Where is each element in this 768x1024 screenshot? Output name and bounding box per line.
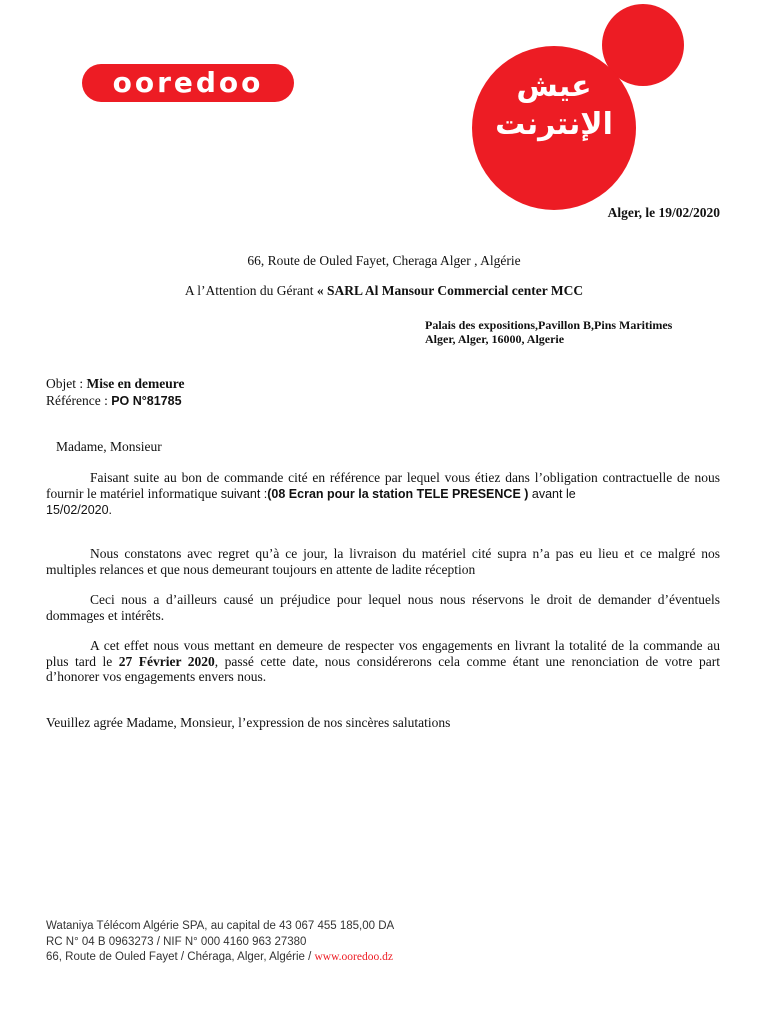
letter-date: Alger, le 19/02/2020 bbox=[607, 205, 720, 220]
attention-company: « SARL Al Mansour Commercial center MCC bbox=[316, 283, 584, 298]
closing-line: Veuillez agrée Madame, Monsieur, l’expression de nos sincères salutations bbox=[46, 715, 451, 730]
subject-line bbox=[46, 376, 184, 392]
paragraph-2 bbox=[46, 546, 720, 577]
company-footer bbox=[46, 919, 394, 966]
paragraph-4 bbox=[46, 638, 720, 685]
salutation: Madame, Monsieur bbox=[56, 439, 162, 454]
recipient-line-1: Palais des expositions,Pavillon B,Pins Maritimes bbox=[425, 318, 673, 332]
reference-value: PO N°81785 bbox=[111, 394, 182, 408]
subject-label: Objet : bbox=[46, 376, 87, 391]
paragraph-1-text: Faisant suite au bon de commande cité en référence par lequel vous étiez dans l’obligation contractuelle de nous fournir le matériel informatique bbox=[46, 470, 720, 501]
footer-line-3 bbox=[46, 950, 394, 966]
footer-line-1: Wataniya Télécom Algérie SPA, au capital de 43 067 455 185,00 DA bbox=[46, 920, 395, 932]
paragraph-2-text: Nous constatons avec regret qu’à ce jour, la livraison du matériel cité supra n’a pas eu lieu et ce malgré nos multiples relances et que nous demeurant toujours en attente de ladite réception bbox=[46, 546, 720, 577]
footer-line-2: RC N° 04 B 0963273 / NIF N° 000 4160 963 27380 bbox=[46, 935, 307, 948]
arabic-tagline bbox=[472, 68, 636, 144]
recipient-address bbox=[425, 318, 672, 346]
reference-line bbox=[46, 393, 182, 409]
attention-line bbox=[0, 283, 768, 299]
paragraph-3 bbox=[46, 592, 720, 623]
ooredoo-logo bbox=[82, 64, 294, 102]
attention-prefix: A l’Attention du Gérant bbox=[184, 283, 317, 298]
paragraph-4-text-end: , passé cette date, nous considérerons cela comme étant une renonciation de votre part d’honorer vos engagements envers nous. bbox=[46, 653, 720, 684]
paragraph-1 bbox=[46, 470, 720, 519]
tagline-line-2: الإنترنت bbox=[495, 107, 613, 142]
subject-value: Mise en demeure bbox=[86, 376, 185, 391]
tagline-line-1: عيش bbox=[516, 69, 592, 104]
footer-address: 66, Route de Ouled Fayet / Chéraga, Alger, Algérie / bbox=[46, 951, 315, 963]
logo-text: ooredoo bbox=[112, 66, 264, 99]
paragraph-1-suivant: suivant : bbox=[220, 486, 268, 501]
recipient-line-2: Alger, Alger, 16000, Algerie bbox=[425, 332, 565, 346]
paragraph-4-text: A cet effet nous vous mettant en demeure de respecter vos engagements en livrant la totalité de la commande au plus tard le bbox=[46, 638, 720, 669]
reference-label: Référence : bbox=[46, 393, 112, 408]
footer-website-link[interactable]: www.ooredoo.dz bbox=[314, 951, 393, 963]
paragraph-1-item: (08 Ecran pour la station TELE PRESENCE ) bbox=[267, 486, 529, 501]
paragraph-1-avant: avant le bbox=[528, 486, 576, 501]
paragraph-3-text: Ceci nous a d’ailleurs causé un préjudice pour lequel nous nous réservons le droit de demander d’éventuels dommages et intérêts. bbox=[46, 592, 720, 623]
paragraph-1-date: 15/02/2020. bbox=[46, 503, 113, 517]
paragraph-4-deadline: 27 Février 2020 bbox=[118, 653, 215, 669]
sender-address: 66, Route de Ouled Fayet, Cheraga Alger , Algérie bbox=[247, 253, 521, 268]
